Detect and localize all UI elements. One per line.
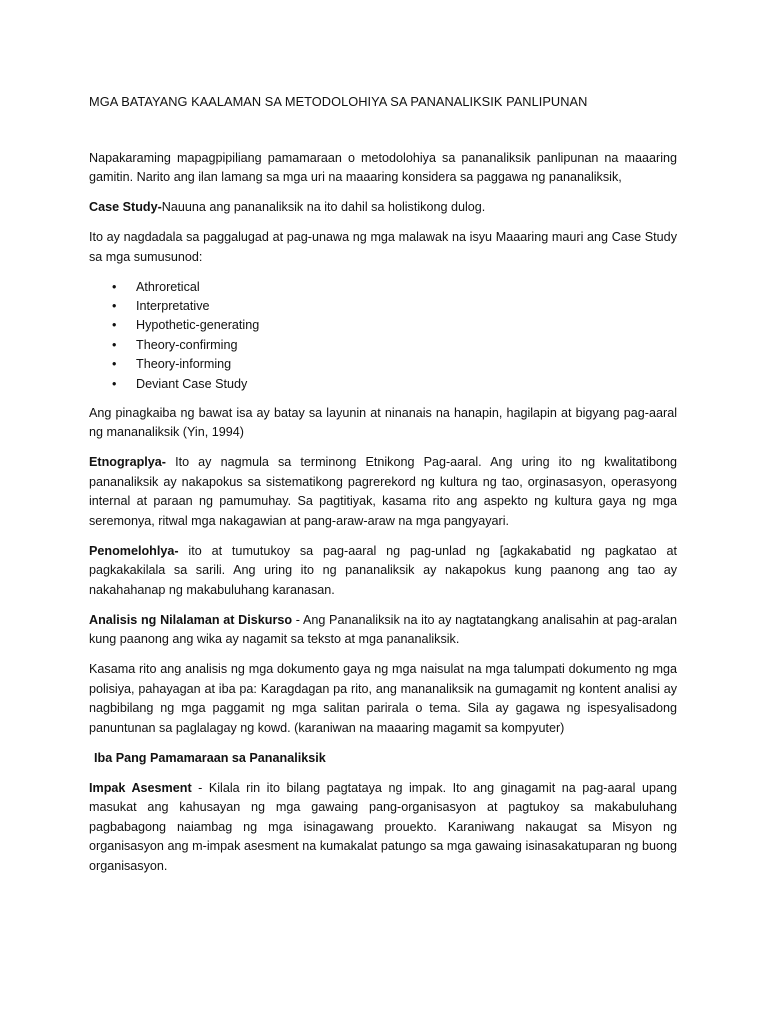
case-study-types-list	[89, 278, 677, 394]
case-study-term: Case Study-	[89, 200, 162, 214]
impak-text: - Kilala rin ito bilang pagtataya ng impak. Ito ang ginagamit na pag-aaral upang masukat ang kahusayan ng mga gawaing pang-organisasyon at pagtukoy sa makabuluhang pagbabagong naiambag ng mga isinagawang prouekto. Karaniwang nakaugat sa Misyon ng organisasyon ang m-impak asesment na kumakalat patungo sa mga gawaing isinasakatuparan ng buong organisasyon.	[89, 780, 677, 873]
penomelohiya-paragraph	[89, 542, 677, 601]
analisis-paragraph	[89, 611, 677, 650]
bullet-icon: •	[112, 337, 117, 352]
impak-paragraph	[89, 779, 677, 877]
document-page	[89, 92, 677, 887]
etnograpiya-paragraph	[89, 453, 677, 531]
bullet-icon: •	[112, 376, 117, 391]
document-title: MGA BATAYANG KAALAMAN SA METODOLOHIYA SA PANANALIKSIK PANLIPUNAN	[89, 94, 588, 109]
case-study-difference-paragraph: Ang pinagkaiba ng bawat isa ay batay sa layunin at ninanais na hanapin, hagilapin at bigyang pag-aaral ng mananaliksik (Yin, 1994)	[89, 405, 677, 440]
etnograpiya-text: Ito ay nagmula sa terminong Etnikong Pag-aaral. Ang uring ito ng kwalitatibong pananaliksik ay nakapokus sa sistematikong pagrerekord ng kultura ng tao, orginasasyon, operasyong internal at paraan ng pamumuhay. Sa pagtitiyak, kasama rito ang aspekto ng kultura gaya ng mga seremonya, ritwal mga nakagawian at pang-araw-araw na mga pangyayari.	[89, 455, 677, 528]
analisis-text: - Ang Pananaliksik na ito ay nagtatangkang analisahin at pag-aralan kung paanong ang wika ay nagamit sa teksto at mga pananaliksik.	[89, 612, 678, 647]
analisis-detail-paragraph: Kasama rito ang analisis ng mga dokumento gaya ng mga naisulat na mga talumpati dokumento ng mga polisiya, pahayagan at iba pa: Karagdagan pa rito, ang mananaliksik na gumagamit ng kontent analisi ay nagbibilang ng mga paggamit ng mga salitan parirala o tema. Sila ay gagawa ng ispesyalisadong panuntunan sa paglalagay ng kowd. (karaniwan na maaaring magamit sa kompyuter)	[89, 662, 677, 735]
list-item	[89, 375, 677, 394]
penomelohiya-term: Penomelohlya-	[89, 543, 179, 558]
etnograpiya-term: Etnograplya-	[89, 455, 166, 470]
list-item-label: Deviant Case Study	[136, 376, 248, 391]
list-item	[89, 316, 677, 335]
penomelohiya-text: ito at tumutukoy sa pag-aaral ng pag-unlad ng [agkakabatid ng pagkatao at pagkakakilala sa sarili. Ang uring ito ng pananaliksik ay nakapokus kung paanong ang tao ay nakahahanap ng makabuluhang karanasan.	[89, 543, 677, 597]
list-item-label: Hypothetic-generating	[136, 318, 260, 333]
analisis-term: Analisis ng Nilalaman at Diskurso	[89, 612, 293, 627]
bullet-icon: •	[112, 357, 117, 372]
list-item-label: Theory-confirming	[136, 337, 238, 352]
intro-paragraph: Napakaraming mapagpipiliang pamamaraan o metodolohiya sa pananaliksik panlipunan na maaaring gamitin. Narito ang ilan lamang sa mga uri na maaaring konsidera sa paggawa ng pananaliksik,	[89, 150, 677, 184]
bullet-icon: •	[112, 298, 117, 313]
list-item-label: Athroretical	[136, 279, 200, 294]
case-study-text: Nauuna ang pananaliksik na ito dahil sa holistikong dulog.	[161, 200, 486, 214]
list-item	[89, 297, 677, 316]
bullet-icon: •	[112, 279, 117, 294]
case-study-paragraph	[89, 198, 677, 218]
impak-term: Impak Asesment	[89, 780, 192, 795]
list-item	[89, 278, 677, 297]
list-item-label: Interpretative	[136, 298, 210, 313]
case-study-types-intro: Ito ay nagdadala sa paggalugad at pag-unawa ng mga malawak na isyu Maaaring mauri ang Case Study sa mga sumusunod:	[89, 230, 677, 264]
list-item	[89, 355, 677, 374]
list-item	[89, 336, 677, 355]
list-item-label: Theory-informing	[136, 357, 232, 372]
other-methods-heading: Iba Pang Pamamaraan sa Pananaliksik	[94, 750, 326, 765]
bullet-icon: •	[112, 318, 117, 333]
